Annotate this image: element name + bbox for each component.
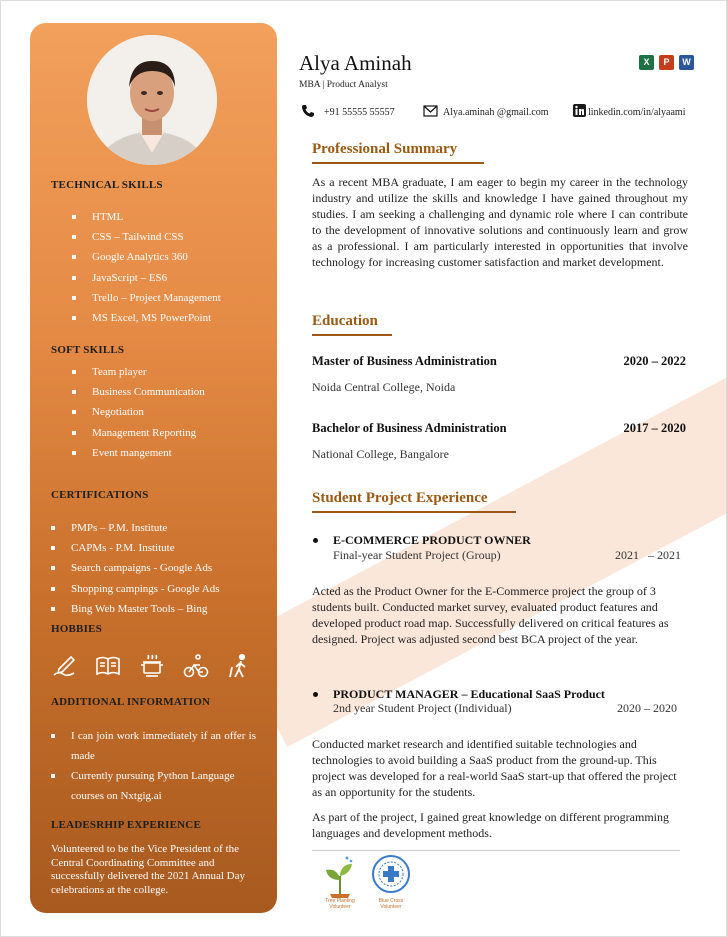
list-item: Business Communication <box>72 382 205 402</box>
list-item: Bing Web Master Tools – Bing <box>51 599 220 619</box>
soft-skills-list <box>72 362 205 463</box>
contact-email <box>423 104 549 120</box>
education-years: 2020 – 2022 <box>623 354 686 368</box>
summary-heading: Professional Summary <box>312 141 458 157</box>
technical-skills-list <box>72 207 221 328</box>
education-years: 2017 – 2020 <box>623 421 686 435</box>
list-item: Shopping campings - Google Ads <box>51 579 220 599</box>
projects-heading: Student Project Experience <box>312 490 488 506</box>
list-item: Trello – Project Management <box>72 288 221 308</box>
candidate-subtitle: MBA | Product Analyst <box>299 80 388 90</box>
hiking-icon <box>227 653 253 679</box>
soft-skills-heading: SOFT SKILLS <box>51 344 125 356</box>
candidate-name: Alya Aminah <box>299 51 412 75</box>
certifications-list <box>51 518 220 619</box>
list-item: Management Reporting <box>72 423 205 443</box>
phone-icon <box>301 104 315 121</box>
excel-icon[interactable]: X <box>639 55 654 70</box>
blue-cross-badge <box>371 854 411 898</box>
phone-number: +91 55555 55557 <box>324 106 395 118</box>
list-item: JavaScript – ES6 <box>72 268 221 288</box>
list-item: I can join work immediately if an offer is made <box>51 726 256 766</box>
profile-photo <box>87 35 217 165</box>
list-item: Google Analytics 360 <box>72 247 221 267</box>
additional-info-heading: ADDITIONAL INFORMATION <box>51 696 211 708</box>
project-subtitle: 2nd year Student Project (Individual) <box>333 701 512 715</box>
word-icon[interactable]: W <box>679 55 694 70</box>
education-school: National College, Bangalore <box>312 447 449 461</box>
reading-icon <box>95 653 121 679</box>
list-item: Team player <box>72 362 205 382</box>
linkedin-url[interactable]: linkedin.com/in/alyaami <box>588 106 686 118</box>
project-title: E-COMMERCE PRODUCT OWNER <box>333 533 531 547</box>
list-item: Currently pursuing Python Language courses on Nxtgig.ai <box>51 766 256 806</box>
linkedin-icon <box>573 104 586 120</box>
technical-skills-heading: TECHNICAL SKILLS <box>51 179 163 191</box>
education-heading: Education <box>312 313 378 329</box>
additional-info-list <box>51 726 256 806</box>
list-item: Event mangement <box>72 443 205 463</box>
list-item: PMPs – P.M. Institute <box>51 518 220 538</box>
divider <box>312 850 680 851</box>
email-address[interactable]: Alya.aminah @gmail.com <box>443 106 549 118</box>
tree-planting-badge <box>320 854 360 898</box>
sidebar <box>30 23 277 913</box>
project-description: As part of the project, I gained great knowledge on different programming languages and development methods. <box>312 810 669 840</box>
hobbies-heading: HOBBIES <box>51 623 102 635</box>
leadership-heading: LEADESRHIP EXPERIENCE <box>51 819 201 831</box>
mail-icon <box>423 105 438 120</box>
summary-underline <box>312 162 484 164</box>
projects-underline <box>312 511 516 513</box>
education-degree: Bachelor of Business Administration <box>312 421 507 435</box>
writing-icon <box>51 653 77 679</box>
cycling-icon <box>183 653 209 679</box>
badge-caption: Tree Planting Volunteer <box>325 898 355 910</box>
project-years: 2021 – 2021 <box>615 548 681 562</box>
education-school: Noida Central College, Noida <box>312 380 456 394</box>
project-years: 2020 – 2020 <box>617 701 677 715</box>
powerpoint-icon[interactable]: P <box>659 55 674 70</box>
badge-caption: Blue Cross Volunteer <box>378 898 404 910</box>
project-description: Acted as the Product Owner for the E-Commerce project the group of 3 students built. Conducted market survey, evaluated product features and developed product road map. Successfully delivered on critical features as designed. Project was adjusted second best BCA project of the year. <box>312 584 669 646</box>
plant-icon <box>320 854 360 898</box>
cooking-icon <box>139 653 165 679</box>
list-item: HTML <box>72 207 221 227</box>
blue-cross-icon <box>371 854 411 898</box>
education-degree: Master of Business Administration <box>312 354 497 368</box>
project-description: Conducted market research and identified suitable technologies and technologies to avoid building a SaaS product from the ground-up. This project was developed for a real-world SaaS start-up that offered the project as an opportunity for the students. <box>312 737 677 799</box>
project-subtitle: Final-year Student Project (Group) <box>333 548 501 562</box>
education-underline <box>312 334 392 336</box>
hobbies-icons <box>51 653 253 679</box>
leadership-text: Volunteered to be the Vice President of the Central Coordinating Committee and successfully delivered the 2021 Annual Day celebrations at the college. <box>51 843 245 896</box>
contact-linkedin <box>573 104 685 120</box>
list-item: CSS – Tailwind CSS <box>72 227 221 247</box>
list-item: Search campaigns - Google Ads <box>51 558 220 578</box>
summary-text: As a recent MBA graduate, I am eager to begin my career in the technology industry and utilize the skills and knowledge I have gained throughout my studies. I am seeking a challenging and dynamic role where I can contribute to the development of innovative solutions and continuously learn and grow as a professional. I am particularly interested in opportunities that involve technology for increasing customer satisfaction and market development. <box>312 175 688 269</box>
list-item: Negotiation <box>72 402 205 422</box>
certifications-heading: CERTIFICATIONS <box>51 489 149 501</box>
contact-phone <box>301 104 395 120</box>
list-item: CAPMs - P.M. Institute <box>51 538 220 558</box>
list-item: MS Excel, MS PowerPoint <box>72 308 221 328</box>
project-title: PRODUCT MANAGER – Educational SaaS Product <box>333 687 605 701</box>
